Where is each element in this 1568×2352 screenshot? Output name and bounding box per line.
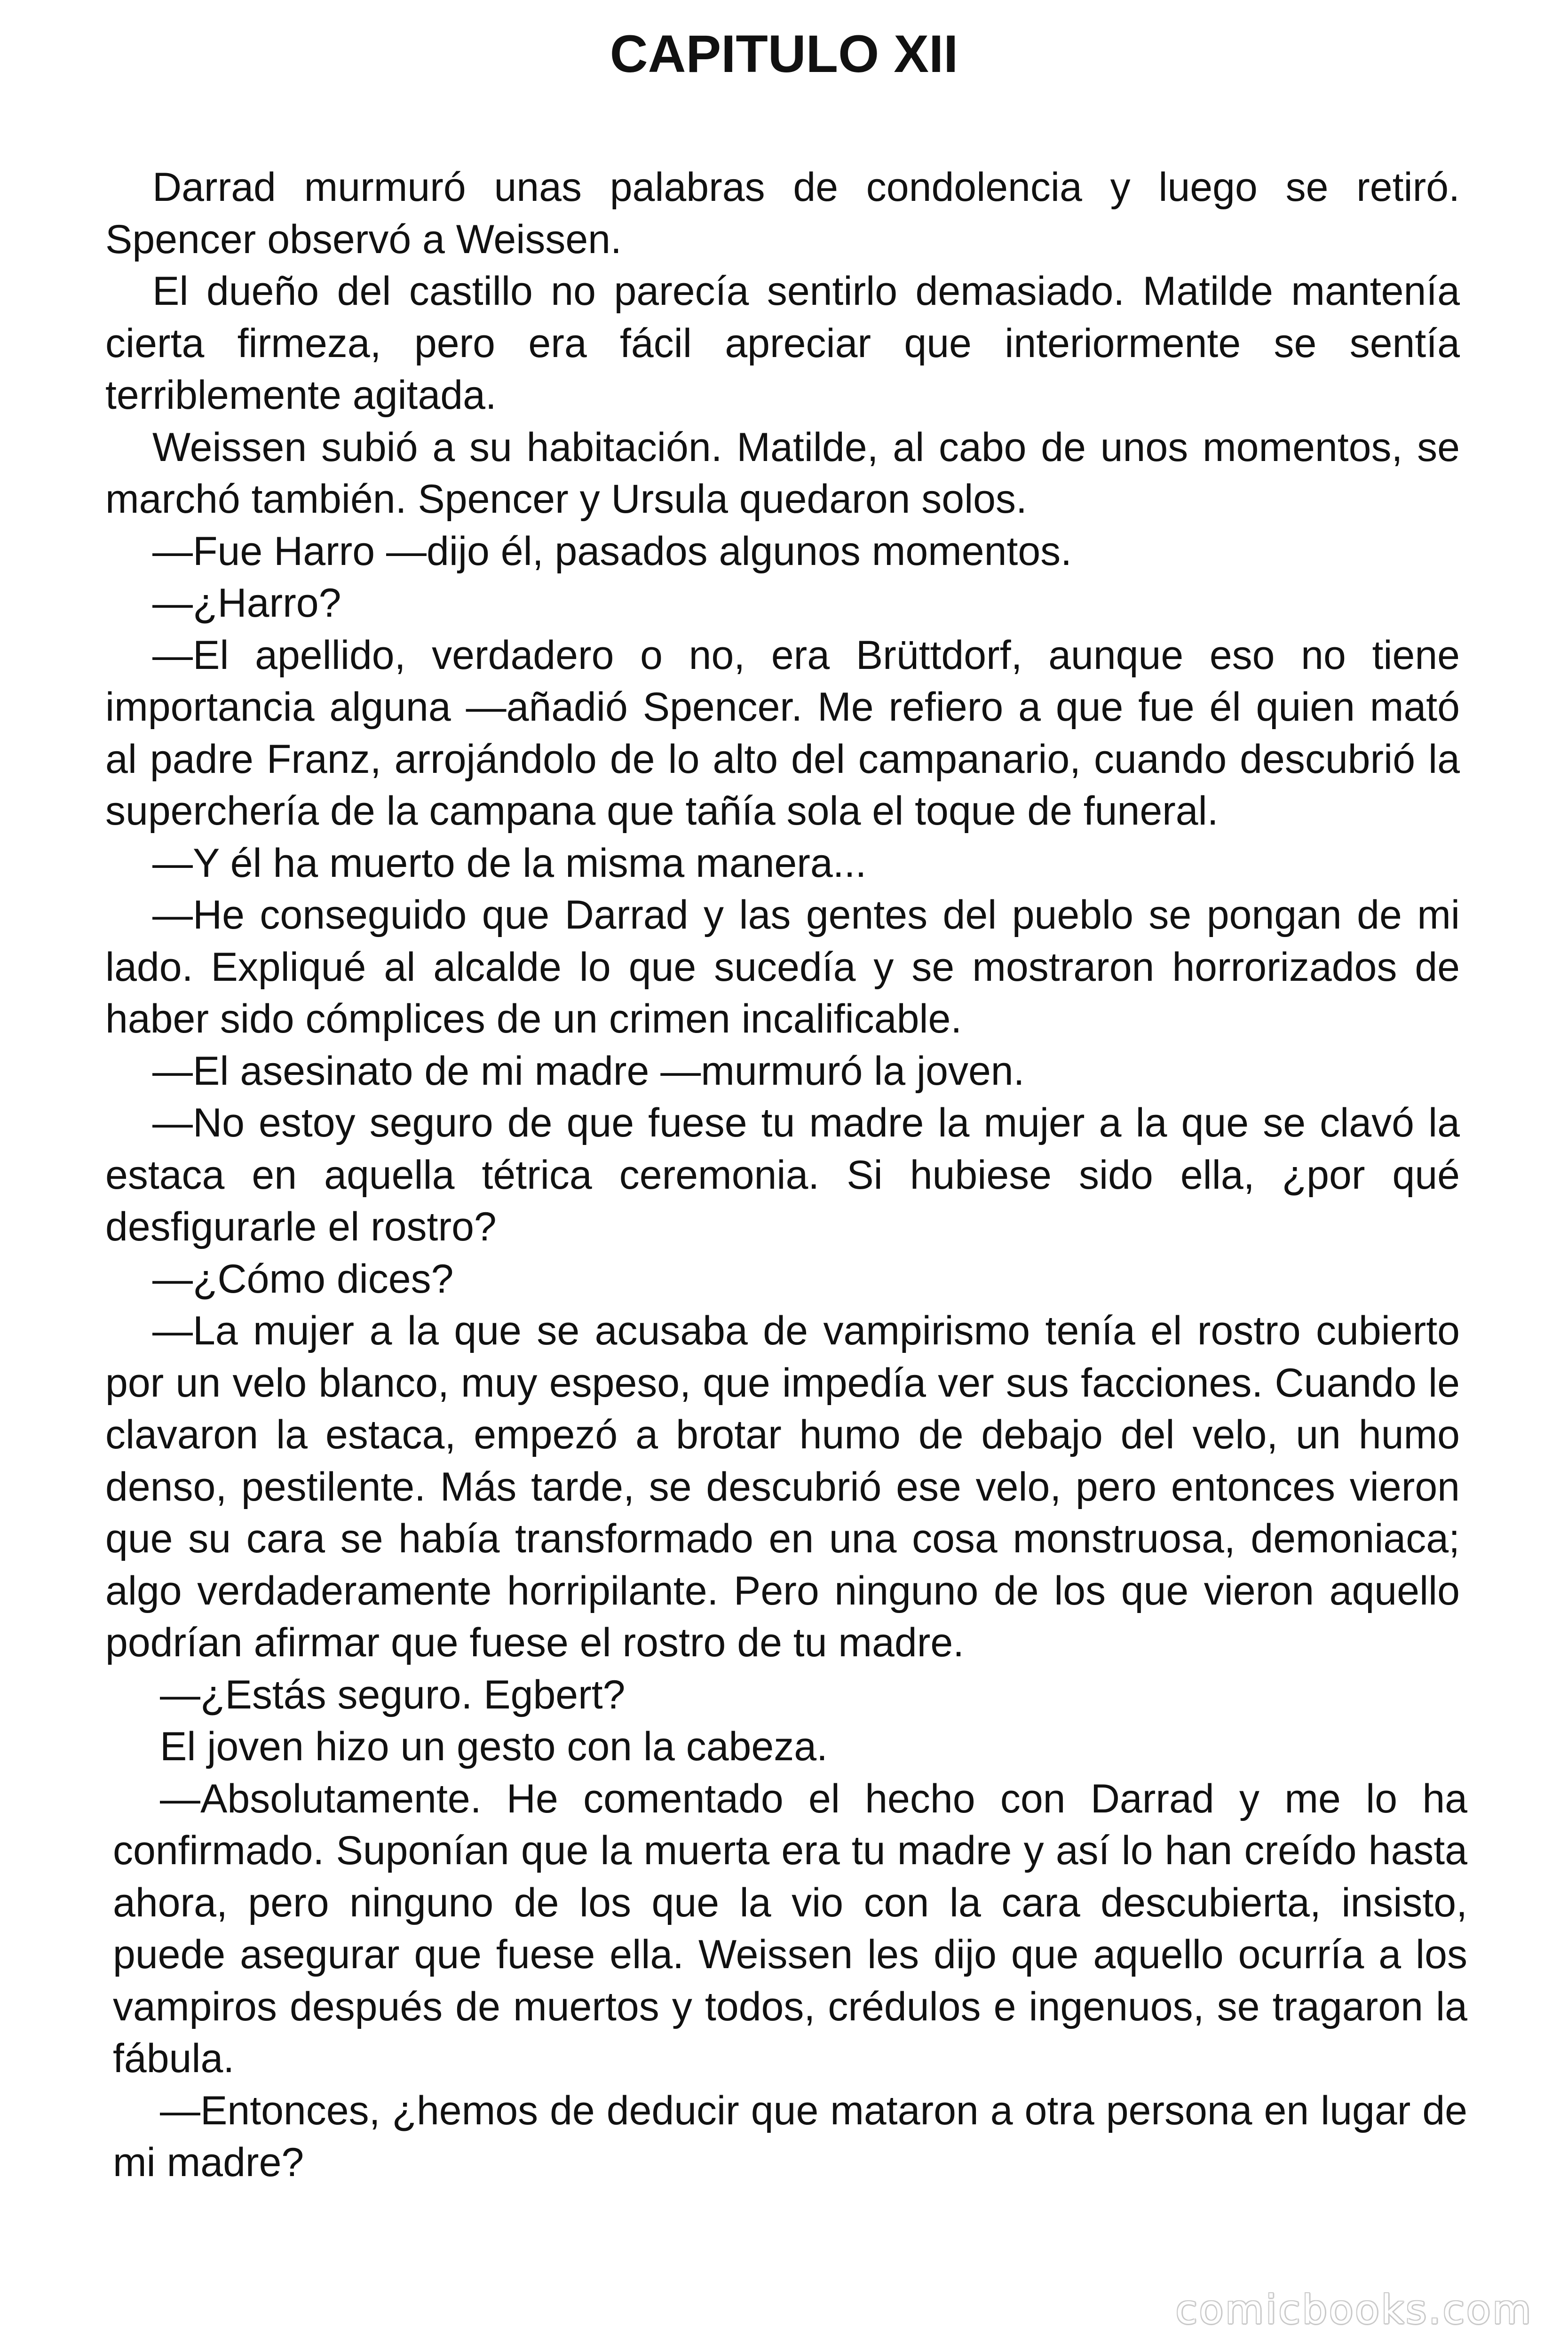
paragraph: —¿Cómo dices? [152,1256,454,1302]
paragraph: —No estoy seguro de que fuese tu madre la mujer a la que se clavó la estaca en aquella tétrica ceremonia. Si hubiese sido ella, ¿por qué desfigurarle el rostro? [105,1100,1460,1249]
paragraph: El joven hizo un gesto con la cabeza. [160,1724,828,1769]
chapter-title: CAPITULO XII [610,24,958,83]
paragraph: —Absolutamente. He comentado el hecho con Darrad y me lo ha confirmado. Suponían que la muerta era tu madre y así lo han creído hasta ahora, pero ninguno de los que la vio con la cara descubierta, insisto, puede asegurar que fuese ella. Weissen les dijo que aquello ocurría a los vampiros después de muertos y todos, crédulos e ingenuos, se tragaron la fábula. [113,1776,1467,2081]
paragraph: —El apellido, verdadero o no, era Brüttdorf, aunque eso no tiene importancia alguna —añadió Spencer. Me refiero a que fue él quien mató al padre Franz, arrojándolo de lo alto del campanario, cuando descubrió la superchería de la campana que tañía sola el toque de funeral. [105,632,1460,834]
paragraph: Darrad murmuró unas palabras de condolencia y luego se retiró. Spencer observó a Weissen. [105,165,1460,262]
paragraph: —Y él ha muerto de la misma manera... [152,840,867,886]
body-text [105,161,1467,2189]
paragraph: —He conseguido que Darrad y las gentes del pueblo se pongan de mi lado. Expliqué al alcalde lo que sucedía y se mostraron horrorizados de haber sido cómplices de un crimen incalificable. [105,892,1460,1041]
paragraph: —Fue Harro —dijo él, pasados algunos momentos. [152,528,1072,574]
paragraph: —El asesinato de mi madre —murmuró la joven. [152,1048,1025,1094]
paragraph: —Entonces, ¿hemos de deducir que mataron a otra persona en lugar de mi madre? [113,2088,1467,2185]
paragraph: —¿Estás seguro. Egbert? [160,1672,626,1717]
paragraph: Weissen subió a su habitación. Matilde, al cabo de unos momentos, se marchó también. Spencer y Ursula quedaron solos. [105,424,1460,522]
paragraph: El dueño del castillo no parecía sentirlo demasiado. Matilde mantenía cierta firmeza, pero era fácil apreciar que interiormente se sentía terriblemente agitada. [105,269,1460,418]
paragraph: —¿Harro? [152,580,341,626]
watermark: comicbooks.com [1175,2287,1533,2333]
paragraph: —La mujer a la que se acusaba de vampirismo tenía el rostro cubierto por un velo blanco, muy espeso, que impedía ver sus facciones. Cuando le clavaron la estaca, empezó a brotar humo de debajo del velo, un humo denso, pestilente. Más tarde, se descubrió ese velo, pero entonces vieron que su cara se había transformado en una cosa monstruosa, demoniaca; algo verdaderamente horripilante. Pero ninguno de los que vieron aquello podrían afirmar que fuese el rostro de tu madre. [105,1308,1460,1665]
